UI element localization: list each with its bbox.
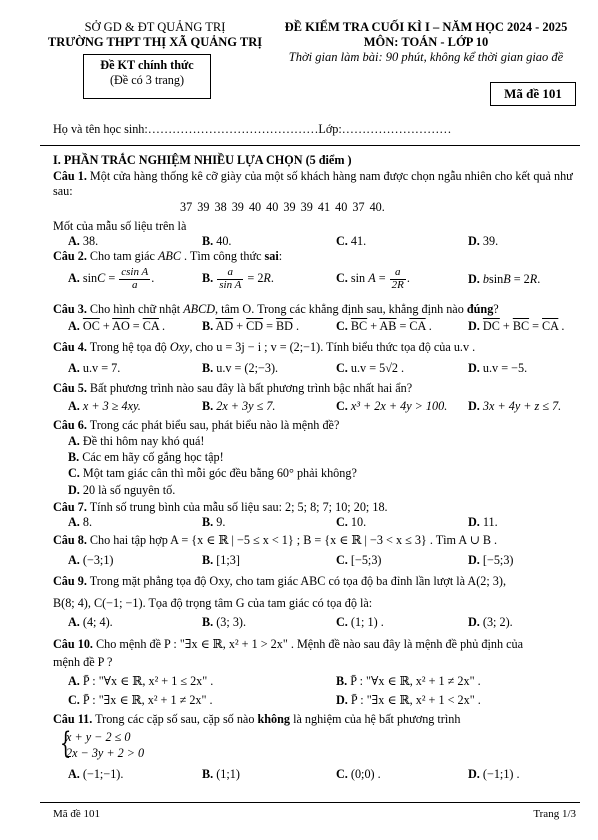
q1-option-a[interactable]: A. 38. [68, 234, 99, 248]
q2-option-d[interactable]: D. bsinB = 2R. [468, 272, 541, 286]
q9-option-b[interactable]: B. (3; 3). [202, 615, 247, 629]
q2-option-b[interactable]: B. $\frac{a}{\text{sin A}}$ = 2R. [202, 266, 274, 291]
q3-option-a[interactable]: A. $\overline{OC} + \overline{AO} = \overline{CA}$ . [68, 319, 166, 333]
section-title: I. PHẦN TRẮC NGHIỆM NHIỀU LỰA CHỌN (5 điểm ) [53, 153, 352, 167]
header-left [40, 20, 270, 50]
q11-equation-2: 2x − 3y + 2 > 0 [66, 746, 145, 760]
q5-option-d[interactable]: D. 3x + 4y + z ≤ 7. [468, 399, 562, 413]
q2-option-a[interactable]: A. sinC = $\frac{\text{csin A}}{a}$ . [68, 266, 155, 291]
school-name: TRƯỜNG THPT THỊ XÃ QUẢNG TRỊ [47, 35, 263, 49]
q7-option-c[interactable]: C. 10. [336, 515, 367, 529]
exam-time: Thời gian làm bài: 90 phút, không kể thời gian giao đề [288, 50, 564, 64]
q7-option-b[interactable]: B. 9. [202, 515, 226, 529]
q9-option-a[interactable]: A. (4; 4). [68, 615, 113, 629]
question-11: Câu 11. Trong các cặp số sau, cặp số nào không là nghiệm của hệ bất phương trình [53, 712, 461, 726]
q1-option-d[interactable]: D. 39. [468, 234, 499, 248]
q3-option-c[interactable]: C. $\overline{BC} + \overline{AB} = \overline{CA}$ . [336, 319, 432, 333]
q8-option-a[interactable]: A. (−3;1) [68, 553, 114, 567]
q11-option-b[interactable]: B. (1;1) [202, 767, 240, 781]
q5-option-c[interactable]: C. x³ + 2x + 4y > 100. [336, 399, 448, 413]
q4-option-d[interactable]: D. u.v = −5. [468, 361, 528, 375]
q11-equation-1: x + y − 2 ≤ 0 [66, 730, 131, 744]
q2-option-c[interactable]: C. sin A = $\frac{a}{2R}$ . [336, 266, 410, 291]
q5-option-b[interactable]: B. 2x + 3y ≤ 7. [202, 399, 276, 413]
q11-option-c[interactable]: C. (0;0) . [336, 767, 381, 781]
q3-option-d[interactable]: D. $\overline{DC} + \overline{BC} = \overline{CA}$ . [468, 319, 565, 333]
q6-option-a[interactable]: A. Đề thi hôm nay khó quá! [68, 434, 205, 448]
exam-code-box: Mã đề 101 [490, 82, 576, 106]
exam-subject: MÔN: TOÁN - LỚP 10 [363, 35, 489, 49]
q8-option-c[interactable]: C. [−5;3) [336, 553, 382, 567]
q1-text2: Mốt của mẫu số liệu trên là [53, 219, 187, 233]
question-9: Câu 9. Trong mặt phẳng tọa độ Oxy, cho tam giác ABC có tọa độ ba đỉnh lần lượt là A(2; 3), [53, 574, 507, 588]
q4-option-b[interactable]: B. u.v = (2;−3). [202, 361, 279, 375]
question-text: Một cửa hàng thống kê cỡ giày của một số khách hàng nam được chọn ngẫu nhiên cho kết quả như sau: [53, 169, 573, 198]
question-8: Câu 8. Cho hai tập hợp A = {x ∈ ℝ | −5 ≤ x < 1} ; B = {x ∈ ℝ | −3 < x ≤ 3} . Tìm A ∪ B . [53, 533, 498, 547]
q8-option-d[interactable]: D. [−5;3) [468, 553, 514, 567]
footer-page: Trang 1/3 [533, 808, 576, 820]
q10-option-a[interactable]: A. P̄ : "∀x ∈ ℝ, x² + 1 ≤ 2x" . [68, 674, 214, 688]
footer-code: Mã đề 101 [53, 808, 101, 820]
department-name: SỞ GD & ĐT QUẢNG TRỊ [84, 20, 226, 34]
header-right [272, 20, 580, 65]
q1-data: 37 39 38 39 40 40 39 39 41 40 37 40. [180, 200, 385, 214]
q6-option-d[interactable]: D. 20 là số nguyên tố. [68, 483, 176, 497]
q10-option-d[interactable]: D. P̄ : "∃x ∈ ℝ, x² + 1 < 2x" . [336, 693, 481, 707]
official-label: Đề KT chính thức [100, 58, 194, 72]
question-label: Câu 1. [53, 169, 87, 183]
system-brace: { [59, 726, 72, 761]
question-1 [53, 169, 580, 198]
footer-divider [40, 802, 580, 803]
pages-note: (Đề có 3 trang) [109, 72, 185, 87]
exam-title: ĐỀ KIỂM TRA CUỐI KÌ I – NĂM HỌC 2024 - 2025 [284, 20, 568, 34]
q11-option-a[interactable]: A. (−1;−1). [68, 767, 124, 781]
q11-option-d[interactable]: D. (−1;1) . [468, 767, 520, 781]
q10-option-c[interactable]: C. P̄ : "∃x ∈ ℝ, x² + 1 ≠ 2x" . [68, 693, 213, 707]
question-4: Câu 4. Trong hệ tọa độ Oxy, cho u = 3j − i ; v = (2;−1). Tính biểu thức tọa độ của u.v . [53, 340, 476, 354]
question-3: Câu 3. Cho hình chữ nhật ABCD, tâm O. Trong các khẳng định sau, khẳng định nào đúng? [53, 302, 499, 316]
q4-option-c[interactable]: C. u.v = 5√2 . [336, 361, 405, 375]
q9-text2: B(8; 4), C(−1; −1). Tọa độ trọng tâm G của tam giác có tọa độ là: [53, 596, 373, 610]
q5-option-a[interactable]: A. x + 3 ≥ 4xy. [68, 399, 141, 413]
q10-option-b[interactable]: B. P̄ : "∀x ∈ ℝ, x² + 1 ≠ 2x" . [336, 674, 481, 688]
q9-option-d[interactable]: D. (3; 2). [468, 615, 513, 629]
q7-option-a[interactable]: A. 8. [68, 515, 93, 529]
official-box [83, 54, 211, 99]
q1-option-c[interactable]: C. 41. [336, 234, 367, 248]
q9-option-c[interactable]: C. (1; 1) . [336, 615, 384, 629]
q10-text2: mệnh đề P ? [53, 655, 113, 669]
question-6: Câu 6. Trong các phát biểu sau, phát biểu nào là mệnh đề? [53, 418, 340, 432]
question-10: Câu 10. Cho mệnh đề P : "∃x ∈ ℝ, x² + 1 > 2x" . Mệnh đề nào sau đây là mệnh đề phủ định của [53, 637, 524, 651]
q6-option-c[interactable]: C. Một tam giác cân thì mỗi góc đều bằng 60° phải không? [68, 466, 357, 480]
divider [40, 145, 580, 146]
q1-option-b[interactable]: B. 40. [202, 234, 232, 248]
question-7: Câu 7. Tính số trung bình của mẫu số liệu sau: 2; 5; 8; 7; 10; 20; 18. [53, 500, 388, 514]
question-5: Câu 5. Bất phương trình nào sau đây là bất phương trình bậc nhất hai ẩn? [53, 381, 413, 395]
q3-option-b[interactable]: B. $\overline{AD} + \overline{CD} = \overline{BD}$ . [202, 319, 300, 333]
q7-option-d[interactable]: D. 11. [468, 515, 498, 529]
q8-option-b[interactable]: B. [1;3] [202, 553, 240, 567]
student-info-line: Họ và tên học sinh:……………………………………Lớp:……………………… [53, 122, 452, 136]
q6-option-b[interactable]: B. Các em hãy cố gắng học tập! [68, 450, 224, 464]
question-2: Câu 2. Cho tam giác ABC . Tìm công thức sai: [53, 249, 283, 263]
q4-option-a[interactable]: A. u.v = 7. [68, 361, 121, 375]
